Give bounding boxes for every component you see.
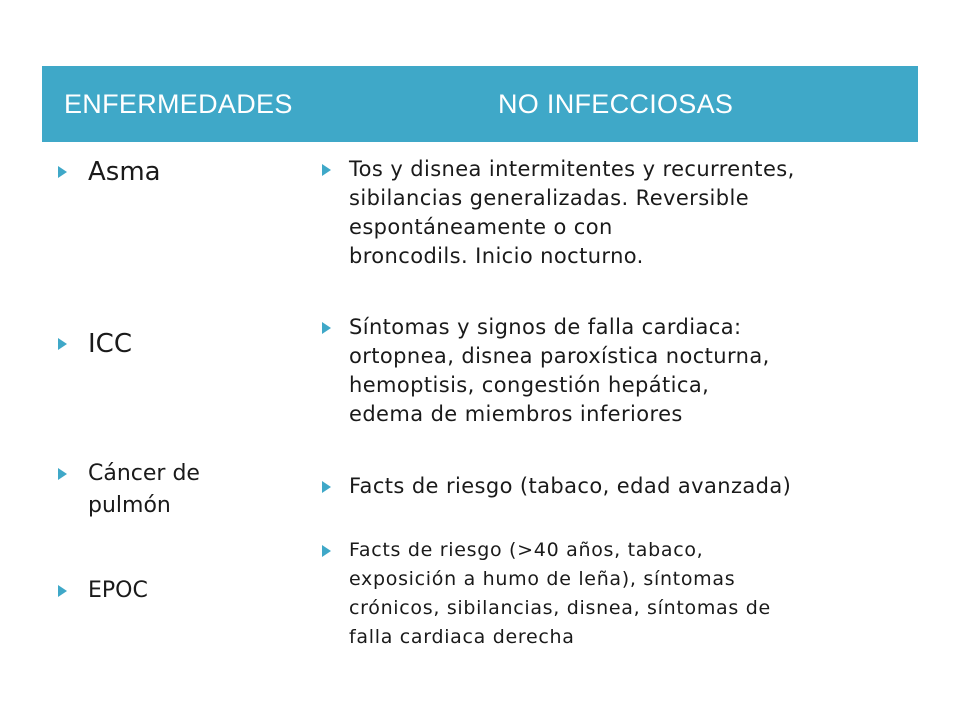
triangle-bullet-icon [322, 481, 331, 493]
triangle-bullet-icon [58, 468, 67, 480]
description-item-asma [322, 155, 795, 271]
triangle-bullet-icon [322, 164, 331, 176]
disease-item-asma [58, 155, 161, 189]
description-item-cancer [322, 472, 791, 501]
table-header-band [42, 66, 918, 142]
description-text: Facts de riesgo (>40 años, tabaco, exposición a humo de leña), síntomas crónicos, sibilancias, disnea, síntomas de falla cardiaca derecha [349, 539, 771, 648]
triangle-bullet-icon [322, 322, 331, 334]
description-text: Tos y disnea intermitentes y recurrentes, sibilancias generalizadas. Reversible espontáneamente o con broncodils. Inicio nocturno. [349, 157, 795, 268]
triangle-bullet-icon [58, 166, 67, 178]
disease-label: Cáncer de pulmón [88, 461, 200, 518]
description-text: Síntomas y signos de falla cardiaca: ortopnea, disnea paroxística nocturna, hemoptisis, congestión hepática, edema de miembros inferiores [349, 315, 770, 426]
disease-label: ICC [88, 329, 132, 359]
description-item-epoc [322, 536, 771, 652]
description-item-icc [322, 313, 770, 429]
disease-label: EPOC [88, 578, 148, 603]
disease-item-icc [58, 327, 132, 361]
disease-item-cancer [58, 458, 200, 522]
triangle-bullet-icon [58, 338, 67, 350]
triangle-bullet-icon [322, 545, 331, 557]
disease-label: Asma [88, 157, 161, 187]
disease-item-epoc [58, 575, 148, 607]
triangle-bullet-icon [58, 585, 67, 597]
header-col-noninfectious: NO INFECCIOSAS [498, 88, 734, 119]
description-text: Facts de riesgo (tabaco, edad avanzada) [349, 474, 792, 498]
header-col-diseases: ENFERMEDADES [64, 88, 293, 119]
